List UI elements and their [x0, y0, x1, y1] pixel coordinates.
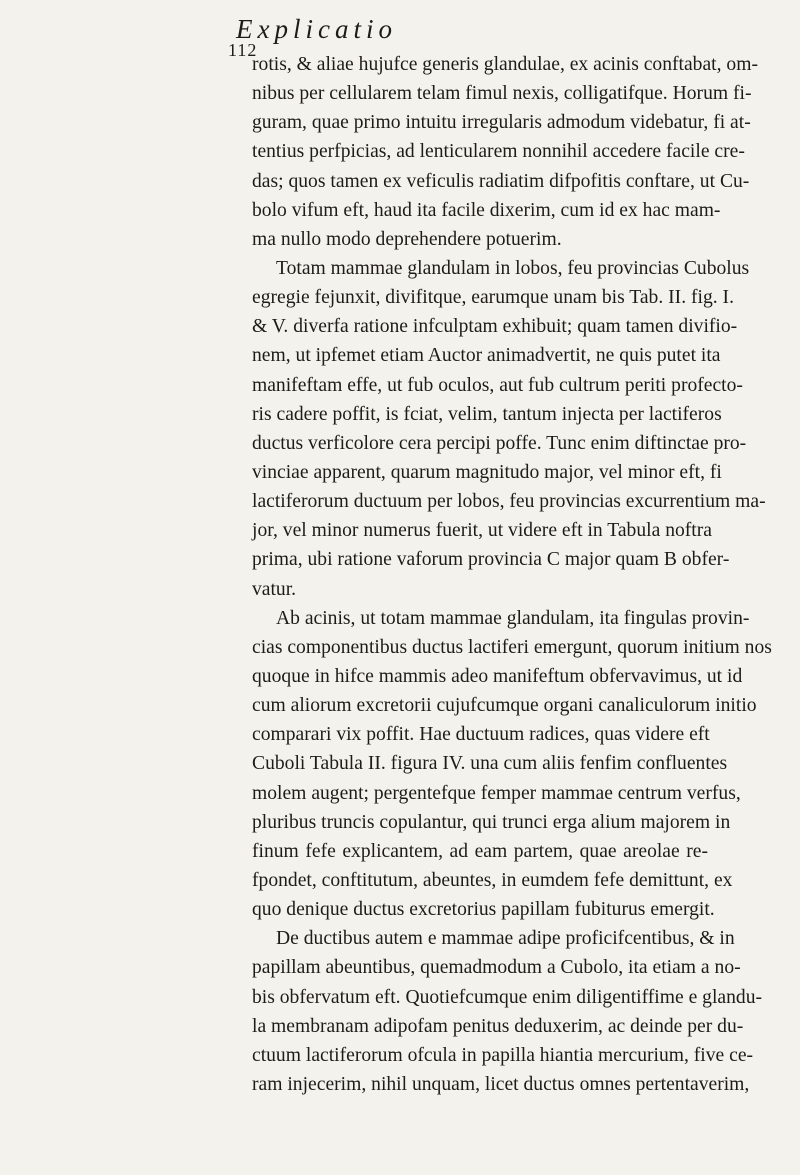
- text-line: Totam mammae glandulam in lobos, feu provincias Cubolus: [276, 257, 750, 279]
- text-line: manifeftam effe, ut fub oculos, aut fub cultrum periti profecto-: [252, 374, 743, 396]
- text-line: tentius perfpicias, ad lenticularem nonnihil accedere facile cre-: [252, 141, 745, 163]
- text-line: comparari vix poffit. Hae ductuum radices, quas videre eft: [252, 724, 710, 746]
- text-line: vatur.: [252, 578, 297, 600]
- running-title: Explicatio: [236, 14, 397, 44]
- page-number: 112: [228, 40, 258, 60]
- text-line: quo denique ductus excretorius papillam fubiturus emergit.: [252, 899, 715, 921]
- text-line: la membranam adipofam penitus deduxerim, ac deinde per du-: [252, 1015, 744, 1037]
- text-line: ductus verficolore cera percipi poffe. Tunc enim diftinctae pro-: [252, 432, 747, 454]
- text-line: papillam abeuntibus, quemadmodum a Cubolo, ita etiam a no-: [252, 957, 741, 979]
- text-line: cum aliorum excretorii cujufcumque organi canaliculorum initio: [252, 695, 757, 717]
- text-line: jor, vel minor numerus fuerit, ut videre eft in Tabula noftra: [252, 520, 712, 542]
- text-line: bolo vifum eft, haud ita facile dixerim, cum id ex hac mam-: [252, 199, 721, 221]
- text-line: rotis, & aliae hujufce generis glandulae, ex acinis conftabat, om-: [252, 54, 758, 75]
- text-line: lactiferorum ductuum per lobos, feu provincias excurrentium ma-: [252, 491, 766, 513]
- text-line: fpondet, conftitutum, abeuntes, in eumdem fefe demittunt, ex: [252, 869, 733, 891]
- body-text: [252, 50, 772, 1099]
- text-line: prima, ubi ratione vaforum provincia C major quam B obfer-: [252, 549, 730, 571]
- text-line: guram, quae primo intuitu irregularis admodum videbatur, fi at-: [252, 112, 751, 134]
- text-line: cias componentibus ductus lactiferi emergunt, quorum initium nos: [252, 636, 772, 658]
- text-line: finum fefe explicantem, ad eam partem, quae areolae re-: [252, 840, 708, 862]
- text-line: Cuboli Tabula II. figura IV. una cum aliis fenfim confluentes: [252, 753, 728, 775]
- text-line: ris cadere poffit, is fciat, velim, tantum injecta per lactiferos: [252, 403, 722, 425]
- text-line: ctuum lactiferorum ofcula in papilla hiantia mercurium, five ce-: [252, 1044, 754, 1066]
- text-line: vinciae apparent, quarum magnitudo major, vel minor eft, fi: [252, 461, 722, 483]
- text-line: ma nullo modo deprehendere potuerim.: [252, 228, 562, 250]
- text-line: nibus per cellularem telam fimul nexis, colligatifque. Horum fi-: [252, 83, 752, 105]
- text-line: molem augent; pergentefque femper mammae centrum verfus,: [252, 782, 741, 804]
- text-line: das; quos tamen ex veficulis radiatim difpofitis conftare, ut Cu-: [252, 170, 750, 192]
- text-line: Ab acinis, ut totam mammae glandulam, ita fingulas provin-: [276, 607, 750, 629]
- text-line: quoque in hifce mammis adeo manifeftum obfervavimus, ut id: [252, 665, 743, 687]
- text-line: & V. diverfa ratione infculptam exhibuit; quam tamen divifio-: [252, 316, 738, 338]
- text-line: ram injecerim, nihil unquam, licet ductus omnes pertentaverim,: [252, 1073, 750, 1095]
- text-line: bis obfervatum eft. Quotiefcumque enim diligentiffime e glandu-: [252, 986, 763, 1008]
- text-line: pluribus truncis copulantur, qui trunci erga alium majorem in: [252, 811, 731, 833]
- page-header: [228, 14, 728, 60]
- text-line: egregie fejunxit, divifitque, earumque unam bis Tab. II. fig. I.: [252, 287, 734, 309]
- text-line: De ductibus autem e mammae adipe proficifcentibus, & in: [276, 928, 735, 950]
- text-line: nem, ut ipfemet etiam Auctor animadvertit, ne quis putet ita: [252, 345, 721, 367]
